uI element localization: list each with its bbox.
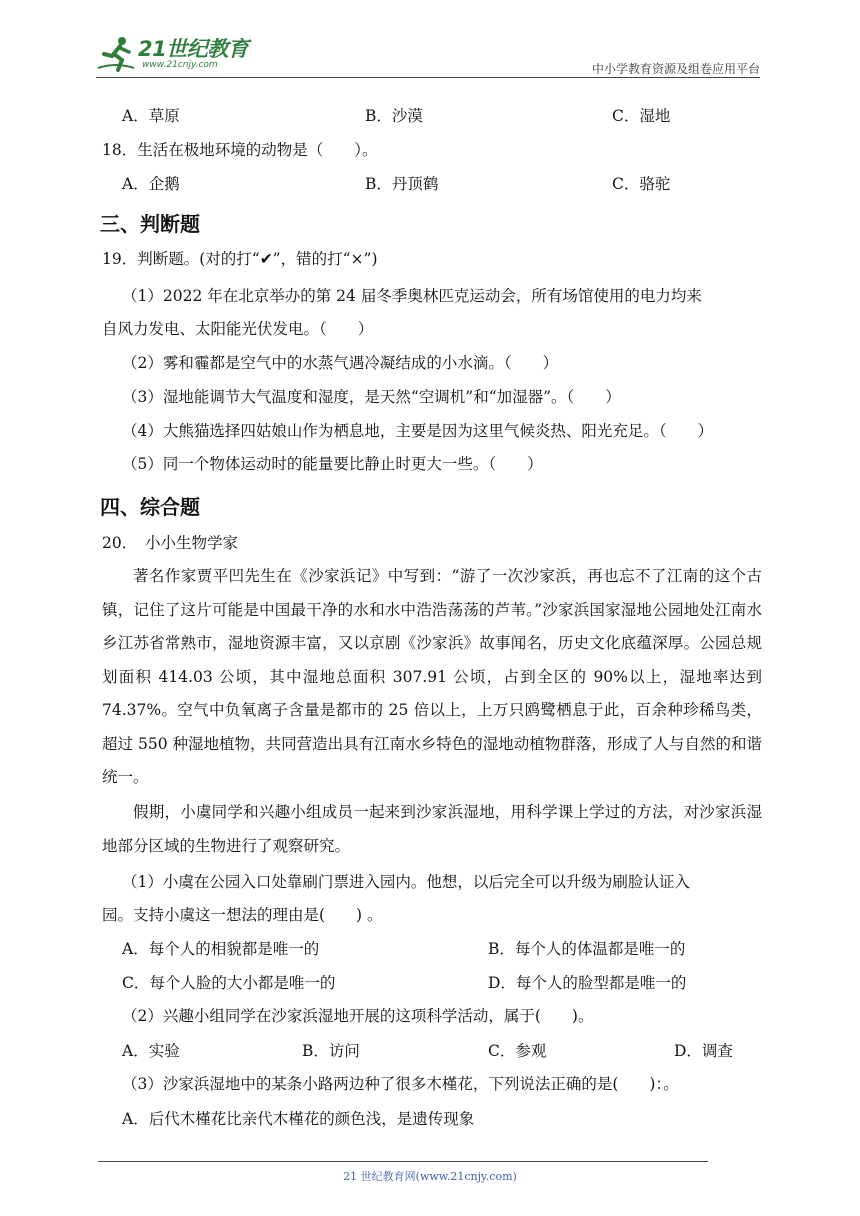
q19-item-1-line1: （1）2022 年在北京举办的第 24 届冬季奥林匹克运动会，所有场馆使用的电力均来	[122, 287, 702, 305]
q20-sub1-option-a[interactable]: A．每个人的相貌都是唯一的	[122, 940, 320, 958]
logo-url: www.21cnjy.com	[142, 60, 218, 70]
q19-item-1-line2: 自风力发电、太阳能光伏发电。（ ）	[102, 320, 374, 338]
header-divider	[96, 77, 760, 78]
q20-sub1-option-b[interactable]: B．每个人的体温都是唯一的	[488, 940, 686, 958]
q19-item-4: （4）大熊猫选择四姑娘山作为栖息地，主要是因为这里气候炎热、阳光充足。（ ）	[122, 422, 714, 440]
q20-sub2: （2）兴趣小组同学在沙家浜湿地开展的这项科学活动，属于( )。	[122, 1007, 594, 1025]
section-3-heading: 三、判断题	[100, 212, 200, 236]
q18-option-c[interactable]: C．骆驼	[612, 175, 671, 193]
q18-option-a[interactable]: A．企鹅	[122, 175, 180, 193]
q19-item-5: （5）同一个物体运动时的能量要比静止时更大一些。（ ）	[122, 455, 543, 473]
q20-sub2-option-c[interactable]: C．参观	[488, 1042, 547, 1060]
q17-option-b[interactable]: B．沙漠	[365, 107, 423, 125]
q19-item-3: （3）湿地能调节大气温度和湿度，是天然“空调机”和“加湿器”。（ ）	[122, 388, 621, 406]
q20-sub1-option-c[interactable]: C．每个人脸的大小都是唯一的	[122, 974, 336, 992]
footer-divider	[98, 1161, 708, 1162]
footer-link[interactable]: 21 世纪教育网(www.21cnjy.com)	[343, 1170, 517, 1183]
q20-sub3: （3）沙家浜湿地中的某条小路两边种了很多木槿花，下列说法正确的是( )：。	[122, 1075, 679, 1093]
q20-sub2-option-b[interactable]: B．访问	[302, 1042, 360, 1060]
q20-sub1-option-d[interactable]: D．每个人的脸型都是唯一的	[488, 974, 687, 992]
header-platform-text: 中小学教育资源及组卷应用平台	[591, 62, 760, 76]
q17-option-a[interactable]: A．草原	[122, 107, 180, 125]
q18-stem: 18．生活在极地环境的动物是（ ）。	[102, 141, 378, 159]
q20-sub1-line2: 园。支持小虞这一想法的理由是( ) 。	[102, 906, 383, 924]
runner-logo-icon	[96, 34, 136, 74]
q18-option-b[interactable]: B．丹顶鹤	[365, 175, 439, 193]
q19-stem: 19．判断题。(对的打“✔”，错的打“×”)	[102, 250, 378, 268]
q20-title: 20． 小小生物学家	[102, 534, 238, 552]
q17-option-c[interactable]: C．湿地	[612, 107, 671, 125]
q20-sub2-option-d[interactable]: D．调查	[674, 1042, 733, 1060]
q19-item-2: （2）雾和霾都是空气中的水蒸气遇冷凝结成的小水滴。（ ）	[122, 354, 559, 372]
q20-passage-2: 假期，小虞同学和兴趣小组成员一起来到沙家浜湿地，用科学课上学过的方法，对沙家浜湿地部分区域的生物进行了观察研究。	[102, 803, 762, 855]
logo-title: 21世纪教育	[138, 37, 249, 61]
site-logo[interactable]	[96, 34, 248, 74]
q20-sub1-line1: （1）小虞在公园入口处靠刷门票进入园内。他想，以后完全可以升级为刷脸认证入	[122, 873, 690, 891]
section-4-heading: 四、综合题	[100, 495, 200, 519]
page-header	[96, 30, 760, 78]
q20-sub2-option-a[interactable]: A．实验	[122, 1042, 180, 1060]
q20-sub3-option-a[interactable]: A．后代木槿花比亲代木槿花的颜色浅，是遗传现象	[122, 1110, 475, 1128]
q20-passage: 著名作家贾平凹先生在《沙家浜记》中写到：“游了一次沙家浜，再也忘不了江南的这个古镇，记住了这片可能是中国最干净的水和水中浩浩荡荡的芦苇。”沙家浜国家湿地公园地处江南水乡江苏省常熟市，湿地资源丰富，又以京剧《沙家浜》故事闻名，历史文化底蕴深厚。公园总规划面积 414.03 公顷，其中湿地总面积 307.91 公顷，占到全区的 90%以上，湿地率达到 74.37%。空气中负氧离子含量是都市的 25 倍以上，上万只鸥鹭栖息于此，百余种珍稀鸟类，超过 550 种湿地植物，共同营造出具有江南水乡特色的湿地动植物群落，形成了人与自然的和谐统一。	[102, 567, 762, 786]
